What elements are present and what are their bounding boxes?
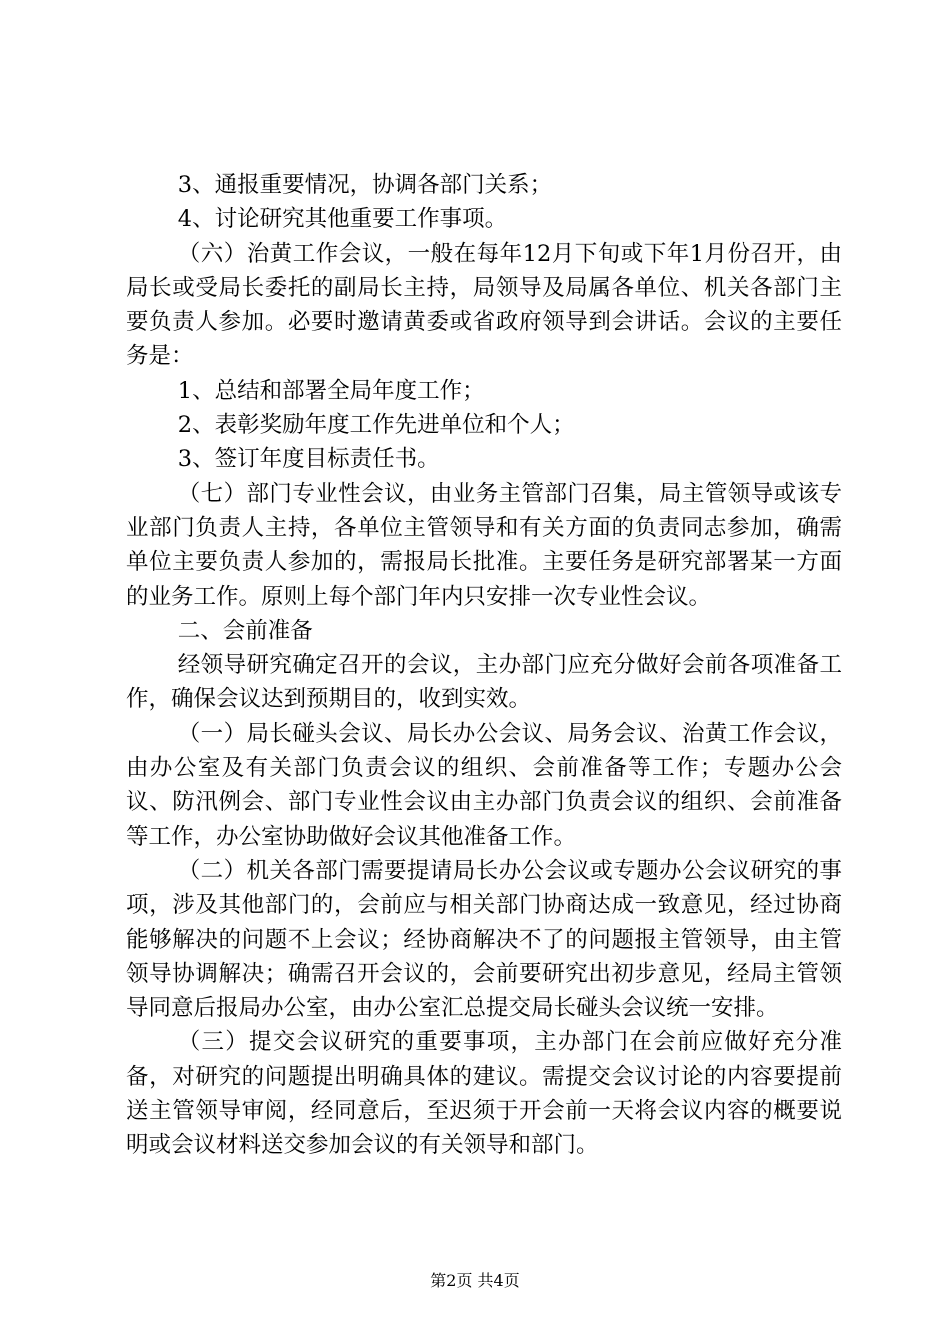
paragraph: 3、签订年度目标责任书。	[177, 446, 440, 473]
section-heading: 二、会前准备	[177, 617, 313, 644]
paragraph: （六）治黄工作会议，一般在每年12月下旬或下年1月份召开，由局长或受局长委托的副局长主持，局领导及局属各单位、机关各部门主要负责人参加。必要时邀请黄委或省政府领导到会讲话。会议的主要任务是：	[126, 240, 842, 370]
document-body	[126, 168, 842, 1163]
paragraph: 3、通报重要情况，协调各部门关系；	[177, 172, 553, 198]
paragraph: （七）部门专业性会议，由业务主管部门召集，局主管领导或该专业部门负责人主持，各单位主管领导和有关方面的负责同志参加，确需单位主要负责人参加的，需报局长批准。主要任务是研究部署某一方面的业务工作。原则上每个部门年内只安排一次专业性会议。	[126, 480, 842, 610]
paragraph: （二）机关各部门需要提请局长办公会议或专题办公会议研究的事项，涉及其他部门的，会前应与相关部门协商达成一致意见，经过协商能够解决的问题不上会议；经协商解决不了的问题报主管领导，由主管领导协调解决；确需召开会议的，会前要研究出初步意见，经局主管领导同意后报局办公室，由办公室汇总提交局长碰头会议统一安排。	[126, 857, 842, 1022]
page-number-footer: 第2页 共4页	[430, 1271, 520, 1290]
paragraph: 2、表彰奖励年度工作先进单位和个人；	[177, 412, 575, 439]
paragraph: 1、总结和部署全局年度工作；	[177, 377, 485, 404]
paragraph: 4、讨论研究其他重要工作事项。	[177, 206, 508, 233]
paragraph: （一）局长碰头会议、局长办公会议、局务会议、治黄工作会议，由办公室及有关部门负责会议的组织、会前准备等工作；专题办公会议、防汛例会、部门专业性会议由主办部门负责会议的组织、会前准备等工作，办公室协助做好会议其他准备工作。	[126, 720, 842, 850]
paragraph: 经领导研究确定召开的会议，主办部门应充分做好会前各项准备工作，确保会议达到预期目的，收到实效。	[126, 652, 842, 713]
paragraph: （三）提交会议研究的重要事项，主办部门在会前应做好充分准备，对研究的问题提出明确具体的建议。需提交会议讨论的内容要提前送主管领导审阅，经同意后，至迟须于开会前一天将会议内容的概要说明或会议材料送交参加会议的有关领导和部门。	[126, 1029, 842, 1159]
